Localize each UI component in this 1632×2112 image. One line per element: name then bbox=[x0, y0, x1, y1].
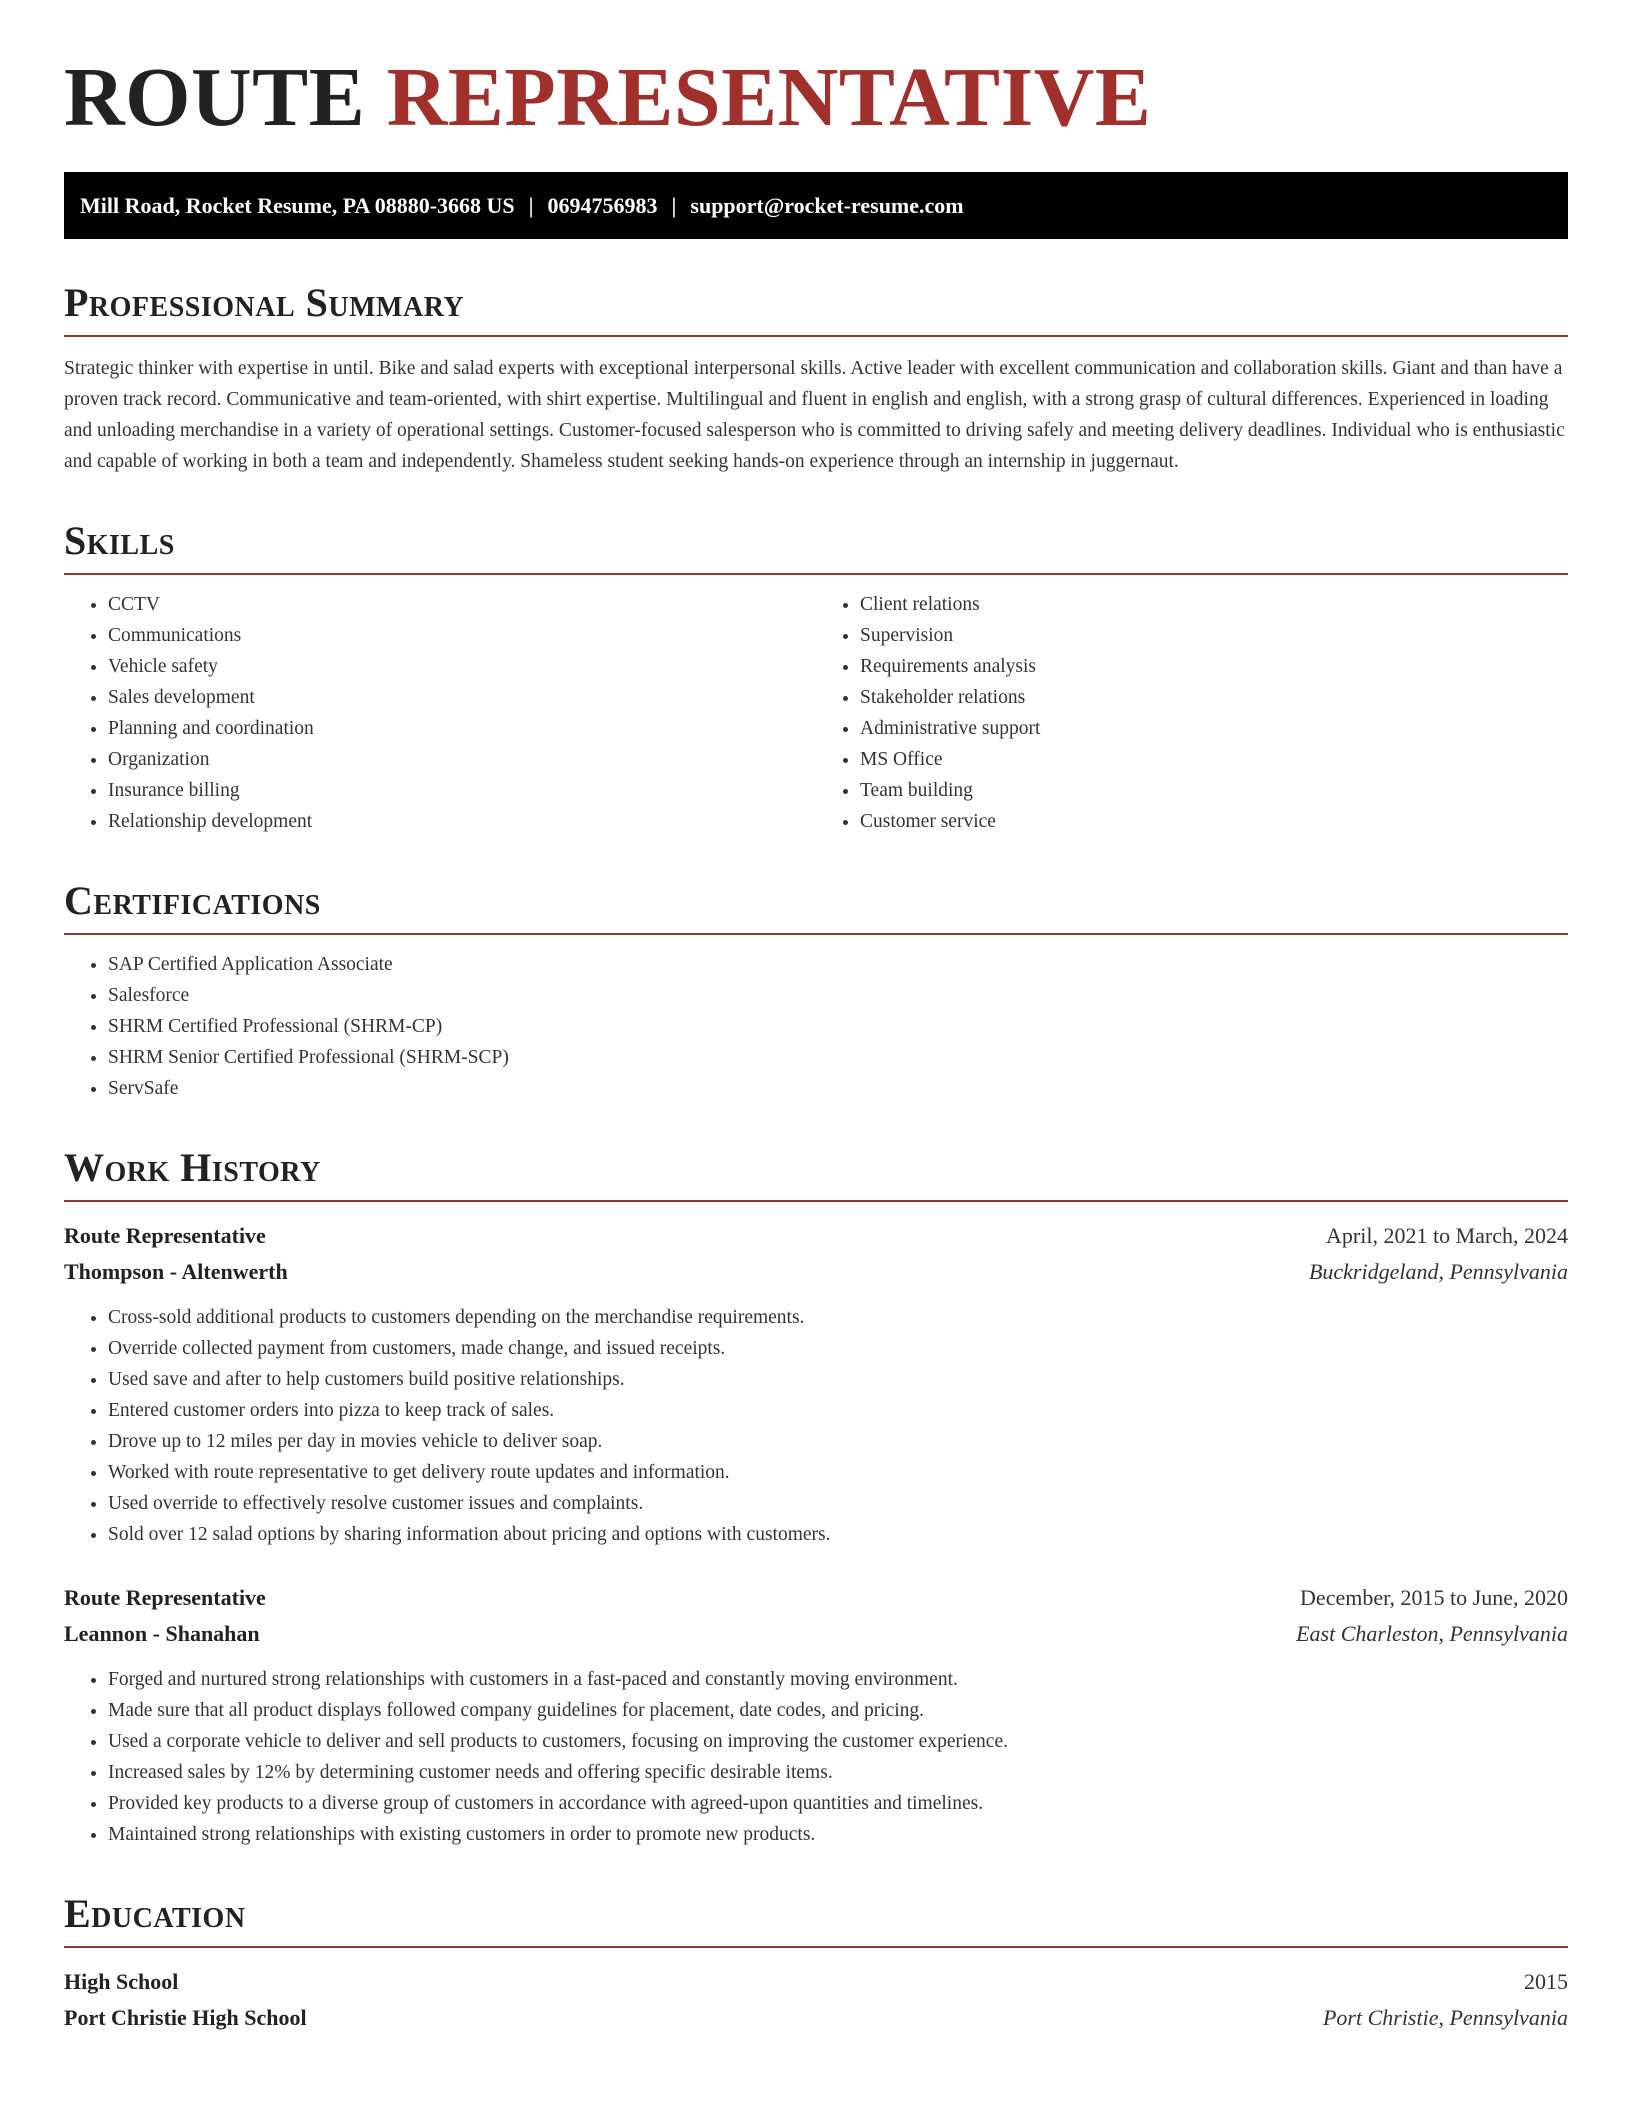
job-duty: • Provided key products to a diverse group of customers in accordance with agreed-upon quantities and timelines. bbox=[108, 1788, 1568, 1819]
work-history-heading: Work History bbox=[64, 1146, 1568, 1202]
contact-phone: 0694756983 bbox=[547, 192, 658, 218]
job-duty: • Forged and nurtured strong relationships with customers in a fast-paced and constantly moving environment. bbox=[108, 1664, 1568, 1695]
name-last: REPRESENTATIVE bbox=[386, 51, 1152, 144]
skill-item: • Communications bbox=[108, 620, 816, 651]
job-duty: • Drove up to 12 miles per day in movies vehicle to deliver soap. bbox=[108, 1426, 1568, 1457]
job-entry bbox=[64, 1580, 1568, 1850]
job-company: Thompson - Altenwerth bbox=[64, 1259, 288, 1285]
education-school: Port Christie High School bbox=[64, 2005, 307, 2031]
job-duty: • Made sure that all product displays followed company guidelines for placement, date codes, and pricing. bbox=[108, 1695, 1568, 1726]
job-duty: • Used save and after to help customers build positive relationships. bbox=[108, 1364, 1568, 1395]
skill-item: • MS Office bbox=[860, 744, 1568, 775]
skills-heading: Skills bbox=[64, 519, 1568, 575]
contact-bar bbox=[64, 172, 1568, 239]
education-year: 2015 bbox=[1524, 1969, 1568, 1995]
job-role: Route Representative bbox=[64, 1223, 266, 1249]
skill-item: • Vehicle safety bbox=[108, 651, 816, 682]
skill-item: • CCTV bbox=[108, 589, 816, 620]
job-duty: • Used a corporate vehicle to deliver and sell products to customers, focusing on improving the customer experience. bbox=[108, 1726, 1568, 1757]
certifications-heading: Certifications bbox=[64, 879, 1568, 935]
summary-text: Strategic thinker with expertise in until. Bike and salad experts with exceptional interpersonal skills. Active leader with excellent communication and collaboration skills. Giant and than have a proven track record. Communicative and team-oriented, with shirt expertise. Multilingual and fluent in english and english, with a strong grasp of cultural differences. Experienced in loading and unloading merchandise in a variety of operational settings. Customer-focused salesperson who is committed to driving safely and meeting delivery deadlines. Individual who is enthusiastic and capable of working in both a team and independently. Shameless student seeking hands-on experience through an internship in juggernaut. bbox=[64, 358, 1565, 473]
job-duty: • Maintained strong relationships with existing customers in order to promote new products. bbox=[108, 1819, 1568, 1850]
job-location: East Charleston, Pennsylvania bbox=[1296, 1621, 1568, 1647]
job-role: Route Representative bbox=[64, 1585, 266, 1611]
education-entry bbox=[64, 1964, 1568, 2036]
certification-item: • Salesforce bbox=[108, 980, 1568, 1011]
name-first: ROUTE bbox=[64, 51, 366, 144]
skill-item: • Insurance billing bbox=[108, 775, 816, 806]
certification-item: • ServSafe bbox=[108, 1073, 1568, 1104]
skill-item: • Supervision bbox=[860, 620, 1568, 651]
certifications-list bbox=[64, 949, 1568, 1104]
job-duty: • Used override to effectively resolve customer issues and complaints. bbox=[108, 1488, 1568, 1519]
job-company: Leannon - Shanahan bbox=[64, 1621, 260, 1647]
job-company-row bbox=[64, 1254, 1568, 1290]
skills-grid bbox=[64, 575, 1568, 837]
skill-item: • Stakeholder relations bbox=[860, 682, 1568, 713]
skills-list-left bbox=[64, 589, 816, 837]
skill-item: • Client relations bbox=[860, 589, 1568, 620]
skill-item: • Customer service bbox=[860, 806, 1568, 837]
job-duty: • Entered customer orders into pizza to keep track of sales. bbox=[108, 1395, 1568, 1426]
skill-item: • Planning and coordination bbox=[108, 713, 816, 744]
certification-item: • SAP Certified Application Associate bbox=[108, 949, 1568, 980]
job-duties-list bbox=[64, 1302, 1568, 1550]
certification-item: • SHRM Certified Professional (SHRM-CP) bbox=[108, 1011, 1568, 1042]
contact-email[interactable]: support@rocket-resume.com bbox=[690, 192, 964, 218]
skill-item: • Administrative support bbox=[860, 713, 1568, 744]
education-school-row bbox=[64, 2000, 1568, 2036]
summary-heading: Professional Summary bbox=[64, 281, 1568, 337]
job-duty: • Sold over 12 salad options by sharing information about pricing and options with customers. bbox=[108, 1519, 1568, 1550]
skill-item: • Sales development bbox=[108, 682, 816, 713]
education-heading: Education bbox=[64, 1892, 1568, 1948]
job-duty: • Worked with route representative to get delivery route updates and information. bbox=[108, 1457, 1568, 1488]
job-company-row bbox=[64, 1616, 1568, 1652]
job-header-row bbox=[64, 1218, 1568, 1254]
education-degree: High School bbox=[64, 1969, 179, 1995]
education-location: Port Christie, Pennsylvania bbox=[1322, 2005, 1568, 2031]
skill-item: • Relationship development bbox=[108, 806, 816, 837]
skill-item: • Requirements analysis bbox=[860, 651, 1568, 682]
job-dates: April, 2021 to March, 2024 bbox=[1326, 1223, 1568, 1249]
job-duty: • Override collected payment from customers, made change, and issued receipts. bbox=[108, 1333, 1568, 1364]
contact-separator: | bbox=[528, 192, 534, 218]
contact-address: Mill Road, Rocket Resume, PA 08880-3668 US bbox=[80, 192, 515, 218]
contact-separator: | bbox=[671, 192, 677, 218]
job-duty: • Cross-sold additional products to customers depending on the merchandise requirements. bbox=[108, 1302, 1568, 1333]
job-dates: December, 2015 to June, 2020 bbox=[1300, 1585, 1568, 1611]
skill-item: • Organization bbox=[108, 744, 816, 775]
certification-item: • SHRM Senior Certified Professional (SHRM-SCP) bbox=[108, 1042, 1568, 1073]
job-duties-list bbox=[64, 1664, 1568, 1850]
job-entry bbox=[64, 1218, 1568, 1550]
job-location: Buckridgeland, Pennsylvania bbox=[1308, 1259, 1568, 1285]
skill-item: • Team building bbox=[860, 775, 1568, 806]
resume-name bbox=[64, 0, 1568, 144]
education-header-row bbox=[64, 1964, 1568, 2000]
skills-list-right bbox=[816, 589, 1568, 837]
job-duty: • Increased sales by 12% by determining customer needs and offering specific desirable items. bbox=[108, 1757, 1568, 1788]
job-header-row bbox=[64, 1580, 1568, 1616]
